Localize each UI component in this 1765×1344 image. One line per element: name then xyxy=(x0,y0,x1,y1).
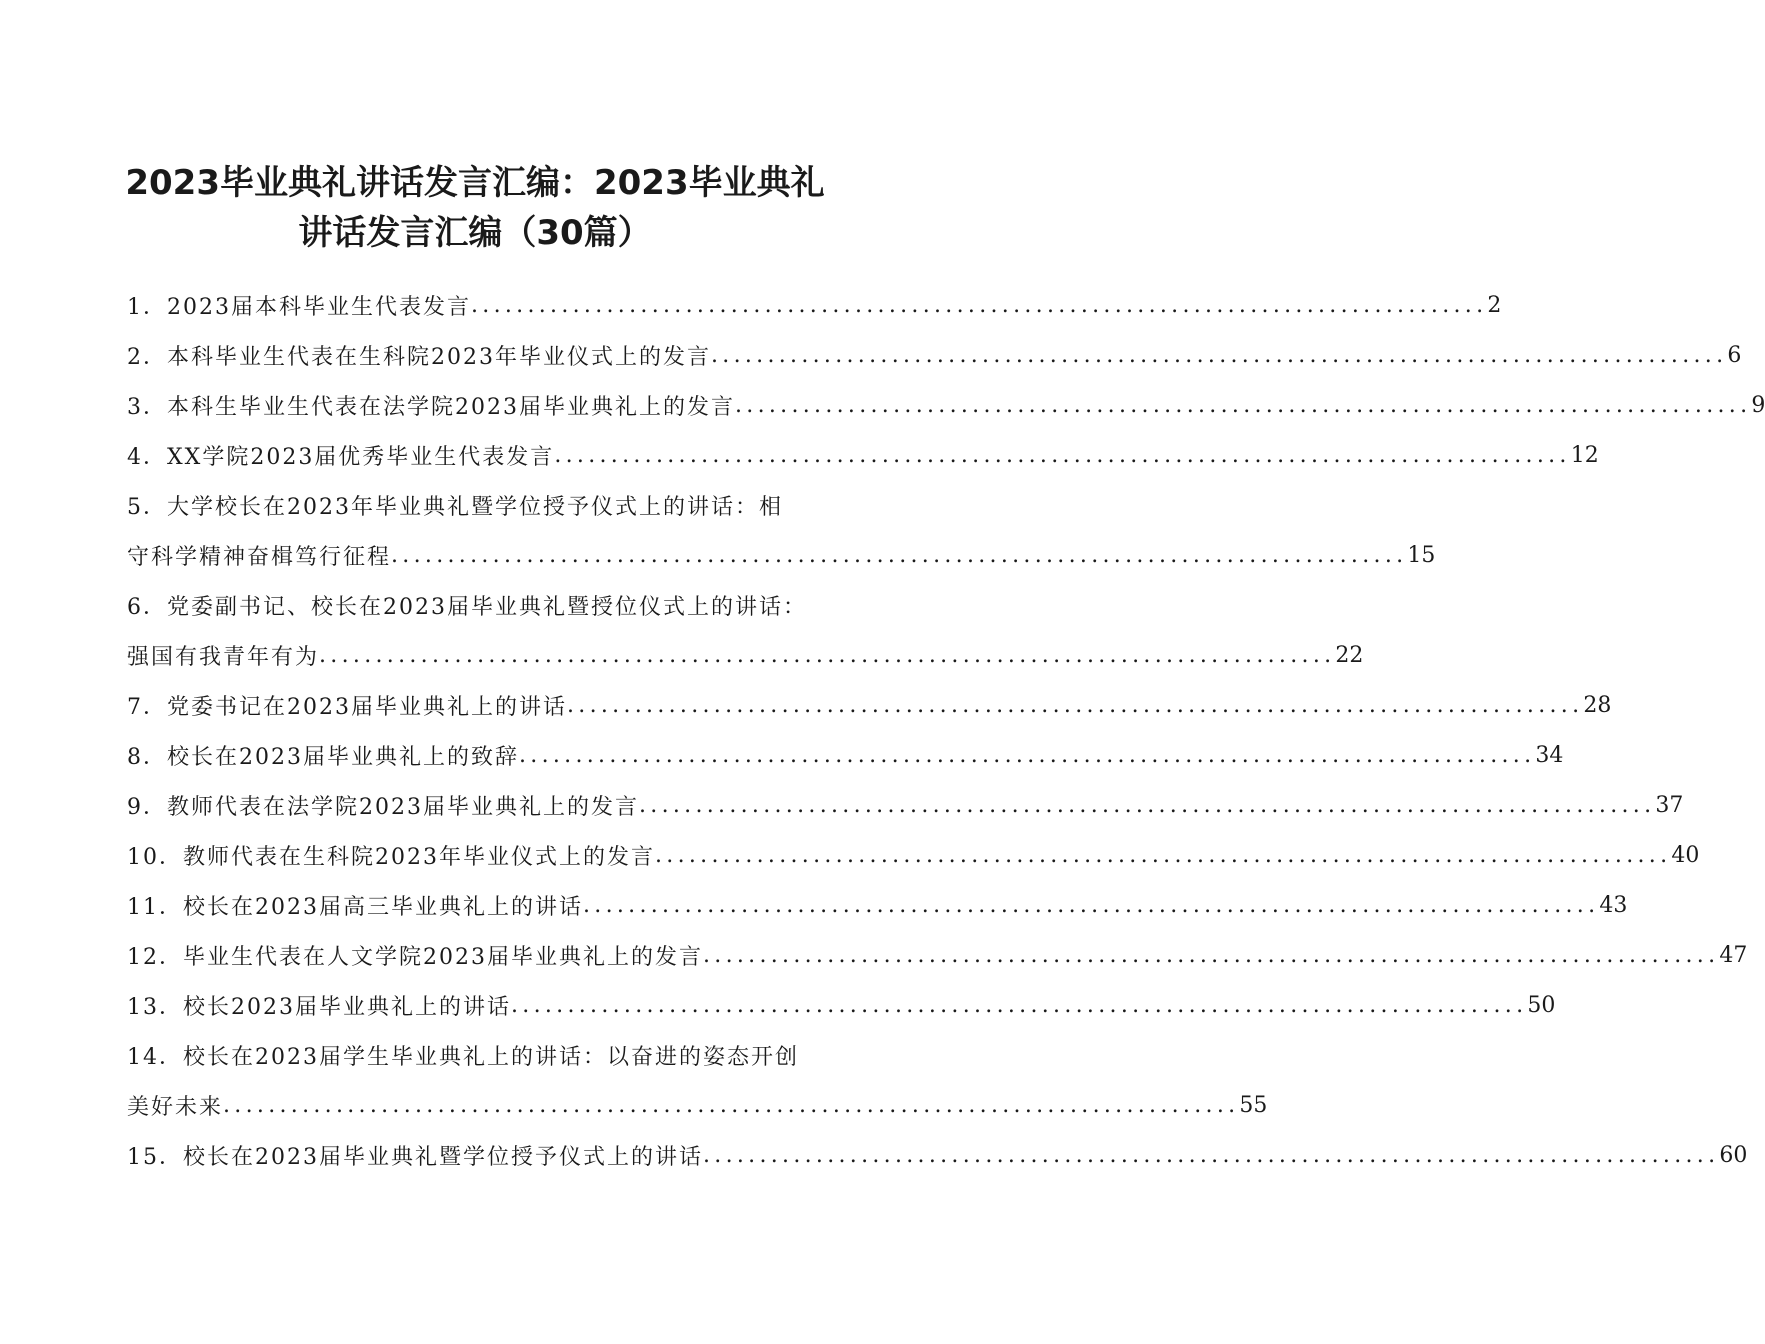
toc-entry[interactable] xyxy=(127,630,1364,680)
toc-entry-title: 5．大学校长在2023年毕业典礼暨学位授予仪式上的讲话：相 xyxy=(127,494,783,520)
toc-entry[interactable] xyxy=(127,1030,833,1080)
toc-page-number: 12 xyxy=(1570,442,1599,468)
toc-leader-dots: .......................................................................................... xyxy=(471,292,1488,318)
toc-leader-dots: .......................................................................................... xyxy=(702,1142,1720,1168)
toc-page-number: 6 xyxy=(1727,342,1742,368)
toc-page-number: 50 xyxy=(1527,992,1556,1018)
toc-entry-title: 12．毕业生代表在人文学院2023届毕业典礼上的发言 xyxy=(127,944,703,970)
toc-entry-title: 4．XX学院2023届优秀毕业生代表发言 xyxy=(127,444,555,470)
toc-leader-dots: .......................................................................................... xyxy=(654,842,1672,868)
toc-page-number: 60 xyxy=(1719,1142,1748,1168)
toc-entry[interactable] xyxy=(127,330,1742,380)
toc-leader-dots: .......................................................................................... xyxy=(567,692,1584,718)
toc-entry[interactable] xyxy=(127,280,1502,330)
toc-page-number: 40 xyxy=(1671,842,1700,868)
toc-page-number: 22 xyxy=(1335,642,1364,668)
toc-entry-title: 2．本科毕业生代表在生科院2023年毕业仪式上的发言 xyxy=(127,344,711,370)
toc-entry-title: 强国有我青年有为 xyxy=(127,644,320,670)
toc-entry-title: 10．教师代表在生科院2023年毕业仪式上的发言 xyxy=(127,844,655,870)
toc-entry[interactable] xyxy=(127,530,1436,580)
toc-entry[interactable] xyxy=(127,1130,1748,1180)
toc-entry[interactable] xyxy=(127,380,1765,430)
toc-entry[interactable] xyxy=(127,480,833,530)
toc-leader-dots: .......................................................................................... xyxy=(519,742,1536,768)
toc-entry[interactable] xyxy=(127,430,1599,480)
toc-entry-title: 6．党委副书记、校长在2023届毕业典礼暨授位仪式上的讲话： xyxy=(127,594,807,620)
toc-entry[interactable] xyxy=(127,1080,1268,1130)
toc-entry[interactable] xyxy=(127,930,1748,980)
toc-leader-dots: .......................................................................................... xyxy=(639,792,1656,818)
toc-entry[interactable] xyxy=(127,780,1684,830)
document-title xyxy=(0,158,950,258)
toc-entry-title: 美好未来 xyxy=(127,1094,224,1120)
toc-page-number: 43 xyxy=(1599,892,1628,918)
toc-page-number: 9 xyxy=(1751,392,1765,418)
title-line-1: 2023毕业典礼讲话发言汇编：2023毕业典礼 xyxy=(125,163,825,203)
toc-entry-title: 1．2023届本科毕业生代表发言 xyxy=(127,294,471,320)
toc-page-number: 55 xyxy=(1239,1092,1268,1118)
toc-entry[interactable] xyxy=(127,730,1564,780)
toc-entry-title: 14．校长在2023届学生毕业典礼上的讲话：以奋进的姿态开创 xyxy=(127,1044,799,1070)
toc-leader-dots: .......................................................................................... xyxy=(223,1092,1240,1118)
toc-entry-title: 9．教师代表在法学院2023届毕业典礼上的发言 xyxy=(127,794,639,820)
toc-entry-title: 8．校长在2023届毕业典礼上的致辞 xyxy=(127,744,519,770)
toc-page-number: 47 xyxy=(1719,942,1748,968)
toc-entry-title: 7．党委书记在2023届毕业典礼上的讲话 xyxy=(127,694,567,720)
toc-entry[interactable] xyxy=(127,580,833,630)
title-line-2: 讲话发言汇编（30篇） xyxy=(298,213,652,253)
toc-entry-title: 3．本科生毕业生代表在法学院2023届毕业典礼上的发言 xyxy=(127,394,735,420)
toc-page-number: 15 xyxy=(1407,542,1436,568)
toc-leader-dots: .......................................................................................... xyxy=(319,642,1336,668)
toc-leader-dots: .......................................................................................... xyxy=(510,992,1528,1018)
toc-leader-dots: .......................................................................................... xyxy=(711,342,1728,368)
toc-entry-title: 11．校长在2023届高三毕业典礼上的讲话 xyxy=(127,894,583,920)
toc-entry-title: 15．校长在2023届毕业典礼暨学位授予仪式上的讲话 xyxy=(127,1144,703,1170)
toc-entry[interactable] xyxy=(127,880,1628,930)
table-of-contents xyxy=(127,280,1765,1180)
toc-entry[interactable] xyxy=(127,680,1612,730)
toc-leader-dots: .......................................................................................... xyxy=(391,542,1408,568)
toc-entry[interactable] xyxy=(127,830,1700,880)
toc-leader-dots: .......................................................................................... xyxy=(735,392,1752,418)
toc-leader-dots: .......................................................................................... xyxy=(582,892,1600,918)
toc-page-number: 2 xyxy=(1487,292,1502,318)
toc-entry[interactable] xyxy=(127,980,1556,1030)
toc-page-number: 28 xyxy=(1583,692,1612,718)
toc-page-number: 34 xyxy=(1535,742,1564,768)
toc-leader-dots: .......................................................................................... xyxy=(554,442,1571,468)
toc-leader-dots: .......................................................................................... xyxy=(702,942,1720,968)
toc-page-number: 37 xyxy=(1655,792,1684,818)
toc-entry-title: 守科学精神奋楫笃行征程 xyxy=(127,544,392,570)
toc-entry-title: 13．校长2023届毕业典礼上的讲话 xyxy=(127,994,511,1020)
